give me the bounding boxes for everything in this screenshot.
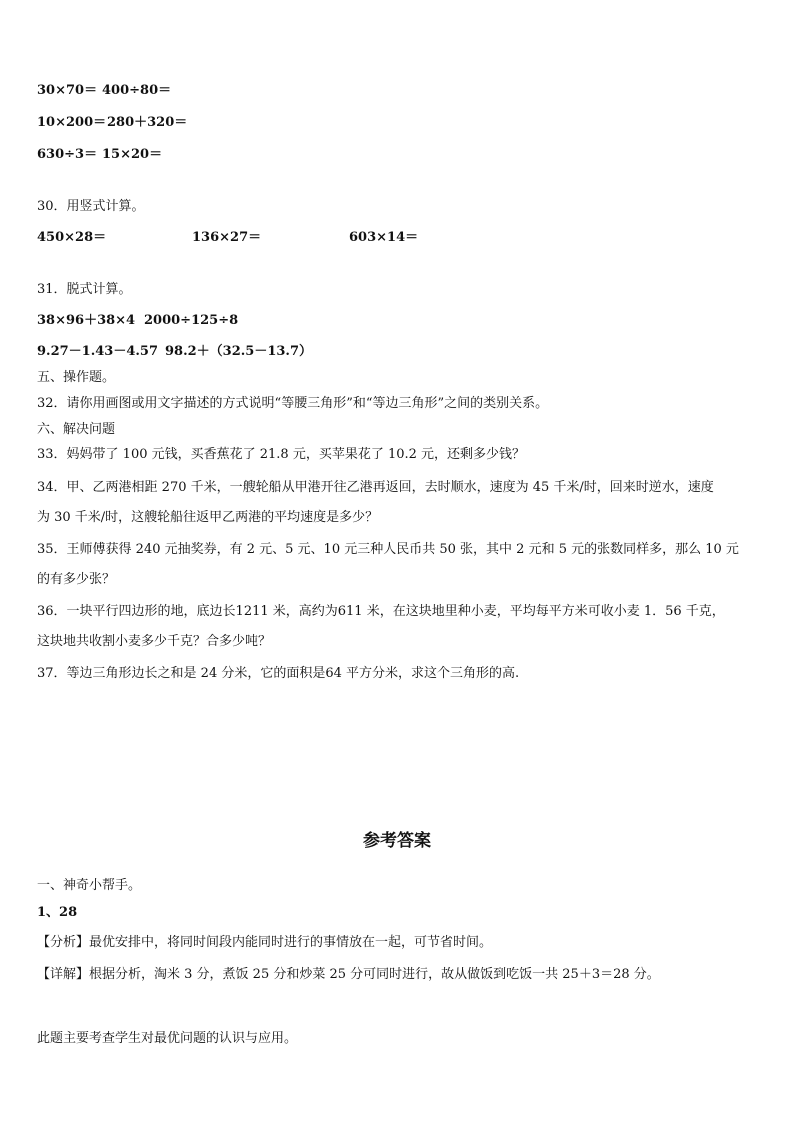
- step-calc-item: 9.27－1.43－4.57: [37, 344, 158, 359]
- q35-line-1: 35．王师傅获得 240 元抽奖券，有 2 元、5 元、10 元三种人民币共 50 张，其中 2 元和 5 元的张数同样多，那么 10 元: [37, 542, 739, 557]
- q32-text: 32．请你用画图或用文字描述的方式说明“等腰三角形”和“等边三角形”之间的类别关系。: [37, 396, 549, 411]
- answers-section-1: 一、神奇小帮手。: [37, 878, 142, 893]
- q31-heading: 31．脱式计算。: [37, 282, 132, 297]
- calc-item: 10×200＝: [37, 115, 107, 130]
- calc-item: 280＋320＝: [107, 115, 188, 130]
- vertical-calc-item: 136×27＝: [192, 230, 262, 245]
- calc-item: 630÷3＝: [37, 147, 98, 162]
- step-calc-item: 38×96＋38×4: [37, 313, 136, 328]
- q37-text: 37．等边三角形边长之和是 24 分米，它的面积是64 平方分米，求这个三角形的高.: [37, 666, 520, 681]
- q35-line-2: 的有多少张？: [37, 572, 116, 587]
- answer-1-label: 1、28: [37, 905, 78, 920]
- calc-item: 15×20＝: [102, 147, 163, 162]
- step-calc-item: 2000÷125÷8: [144, 313, 239, 328]
- q33-text: 33．妈妈带了 100 元钱，买香蕉花了 21.8 元，买苹果花了 10.2 元，还剩多少钱？: [37, 447, 526, 462]
- vertical-calc-item: 603×14＝: [349, 230, 419, 245]
- section-heading-6: 六、解决问题: [37, 422, 116, 437]
- calc-item: 30×70＝: [37, 83, 98, 98]
- q34-line-1: 34．甲、乙两港相距 270 千米，一艘轮船从甲港开往乙港再返回，去时顺水，速度为 45 千米/时，回来时逆水，速度: [37, 480, 714, 495]
- answer-1-detail: 【详解】根据分析，淘米 3 分，煮饭 25 分和炒菜 25 分可同时进行，故从做饭到吃饭一共 25＋3＝28 分。: [37, 967, 660, 982]
- answers-title: 参考答案: [363, 831, 431, 851]
- q36-line-1: 36．一块平行四边形的地，底边长1211 米，高约为611 米，在这块地里种小麦，平均每平方米可收小麦 1．56 千克，: [37, 604, 725, 619]
- section-heading-5: 五、操作题。: [37, 370, 116, 385]
- q30-heading: 30．用竖式计算。: [37, 199, 145, 214]
- q34-line-2: 为 30 千米/时，这艘轮船往返甲乙两港的平均速度是多少？: [37, 510, 379, 525]
- calc-item: 400÷80＝: [102, 83, 172, 98]
- q36-line-2: 这块地共收割小麦多少千克？合多少吨？: [37, 634, 272, 649]
- answer-1-analysis: 【分析】最优安排中，将同时间段内能同时进行的事情放在一起，可节省时间。: [37, 935, 493, 950]
- answer-1-summary: 此题主要考查学生对最优问题的认识与应用。: [37, 1031, 298, 1046]
- step-calc-item: 98.2＋（32.5－13.7）: [165, 344, 312, 359]
- vertical-calc-item: 450×28＝: [37, 230, 107, 245]
